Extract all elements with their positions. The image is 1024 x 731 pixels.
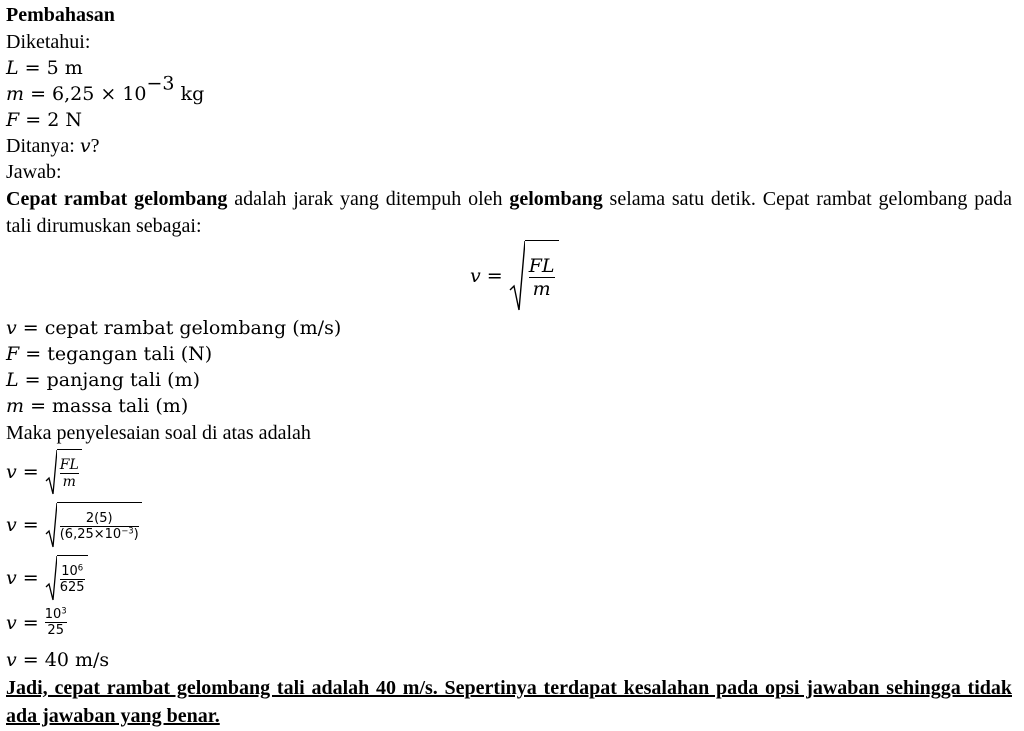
question-line: Ditanya: v? [6, 135, 100, 157]
main-formula: v = $\frac{FL}{m}$ [470, 240, 559, 312]
known-force: F = 2 N [6, 109, 82, 131]
definition-l: L = panjang tali (m) [6, 369, 201, 391]
square-root-symbol: $\frac{FL}{m}$ [509, 240, 559, 312]
square-root-symbol: $\frac{10^6}{625}$ [45, 555, 88, 601]
square-root-symbol: $\frac{2(5)}{(6,25\times 10^{-3})}$ [45, 502, 142, 548]
solution-intro: Maka penyelesaian soal di atas adalah [6, 422, 311, 444]
step-2: v = $\frac{2(5)}{(6,25\times 10^{-3})}$ [6, 502, 142, 548]
conclusion: Jadi, cepat rambat gelombang tali adalah 40 m/s. Sepertinya terdapat kesalahan pada opsi jawaban sehingga tidak ada jawaban yang benar. [6, 677, 1012, 727]
intro-paragraph: Cepat rambat gelombang adalah jarak yang ditempuh oleh gelombang selama satu detik. Cepat rambat gelombang pada tali dirumuskan sebagai: [6, 188, 1013, 237]
step-1: v = $\frac{FL}{m}$ [6, 449, 82, 495]
known-length: L = 5 m [6, 57, 83, 79]
section-title: Pembahasan [6, 4, 115, 26]
definition-m: m = massa tali (m) [6, 395, 189, 417]
definition-v: v = cepat rambat gelombang (m/s) [6, 317, 342, 339]
step-3: v = $\frac{10^6}{625}$ [6, 555, 88, 601]
known-label: Diketahui: [6, 31, 91, 53]
known-mass: $m = 6,25 \times 10^{-3}$ kg [6, 72, 205, 105]
step-5: v = 40 m/s [6, 649, 110, 671]
square-root-symbol: $\frac{FL}{m}$ [45, 449, 82, 495]
answer-label: Jawab: [6, 161, 62, 183]
definition-f: F = tegangan tali (N) [6, 343, 213, 365]
step-4: v = $\frac{10^3}{25}$ [6, 605, 67, 638]
